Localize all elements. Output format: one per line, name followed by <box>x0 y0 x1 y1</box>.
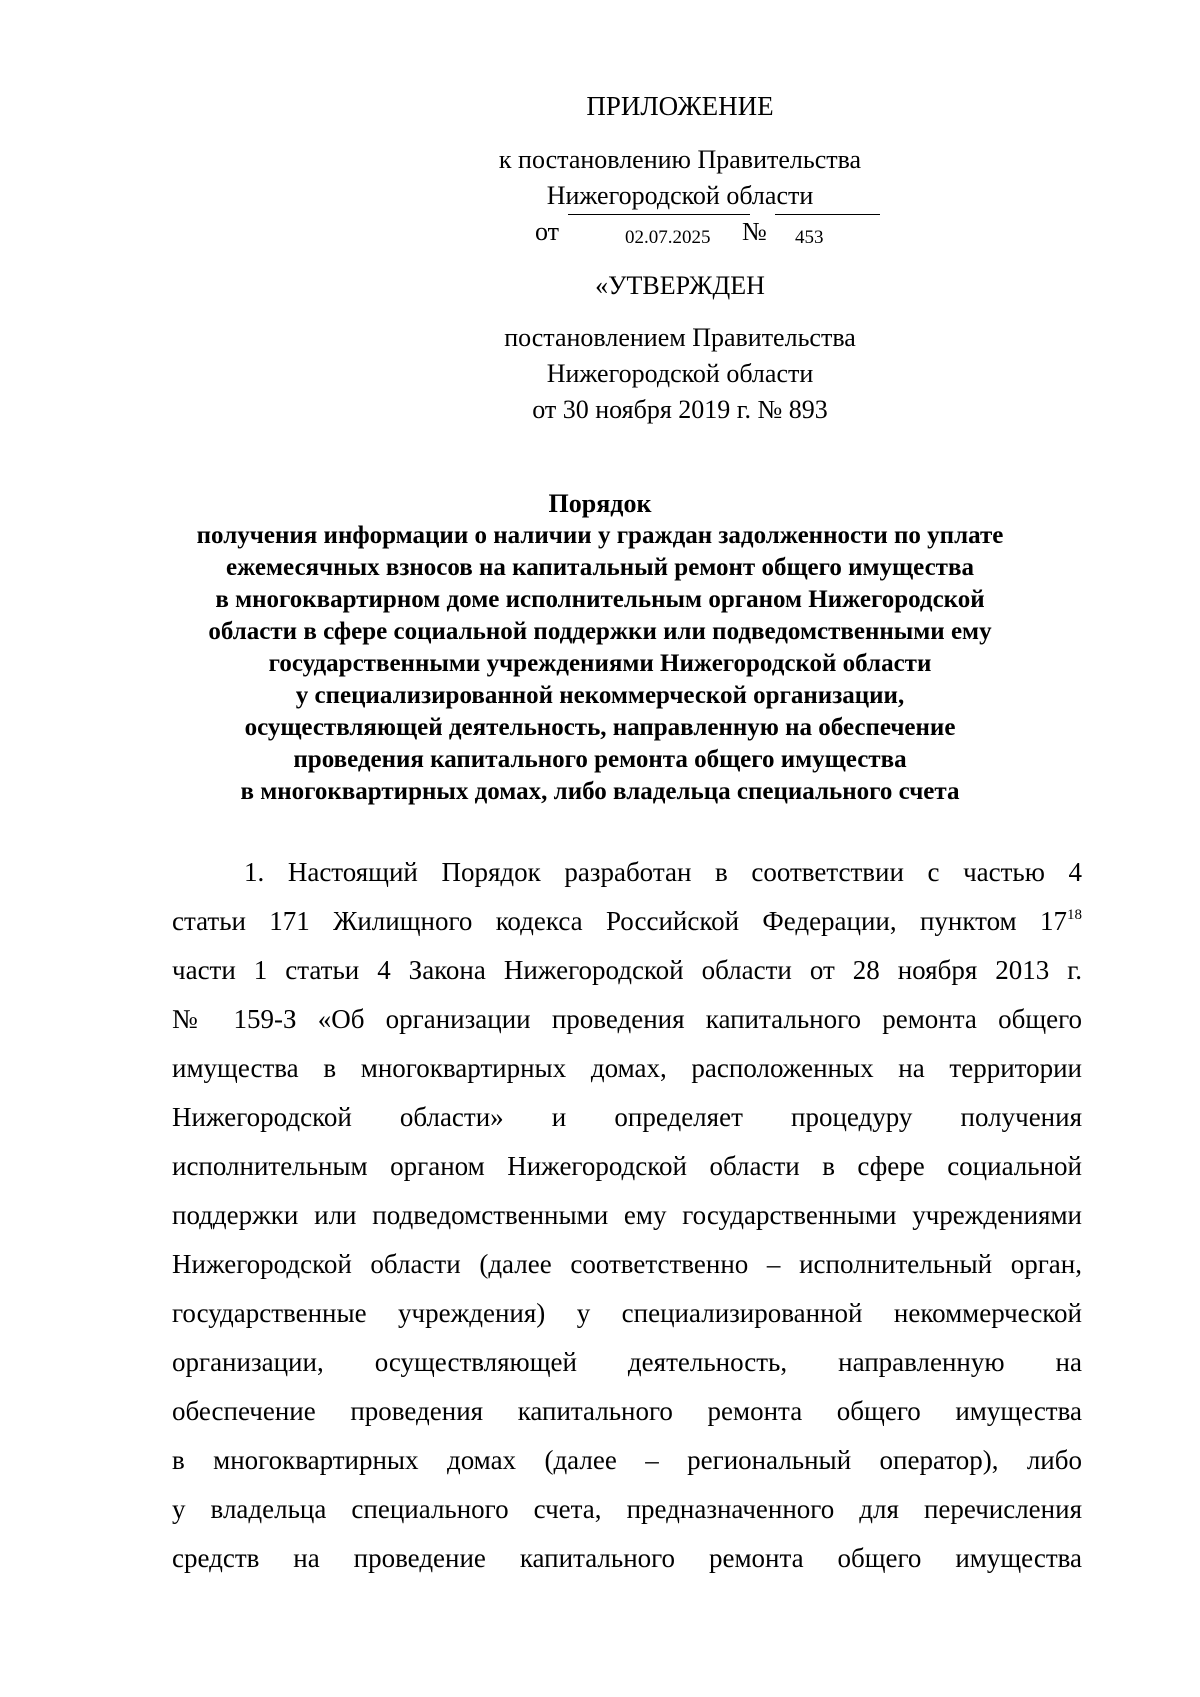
title-word: Порядок <box>548 489 652 518</box>
approved-heading: «УТВЕРЖДЕН <box>595 271 765 300</box>
body-line: государственные учреждения) у специализированной некоммерческой <box>172 1298 1082 1328</box>
appendix-reference <box>400 214 960 254</box>
appendix-heading: ПРИЛОЖЕНИЕ <box>586 91 774 121</box>
date-underline <box>568 214 750 215</box>
date-value: 02.07.2025 <box>625 227 711 248</box>
approved-line-2: Нижегородской области <box>546 359 814 388</box>
number-sign: № <box>742 217 767 246</box>
body-line: поддержки или подведомственными ему государственными учреждениями <box>172 1200 1082 1230</box>
date-prefix: от <box>535 217 560 246</box>
body-line: № 159-З «Об организации проведения капитального ремонта общего <box>172 1004 1082 1034</box>
title-line: получения информации о наличии у граждан задолженности по уплате <box>196 522 1004 549</box>
body-line: Нижегородской области (далее соответственно – исполнительный орган, <box>172 1249 1082 1279</box>
body-line: 1. Настоящий Порядок разработан в соответствии с частью 4 <box>244 857 1082 887</box>
body-line: исполнительным органом Нижегородской области в сфере социальной <box>172 1151 1082 1181</box>
body-line: Нижегородской области» и определяет процедуру получения <box>172 1102 1082 1132</box>
approved-line-3: от 30 ноября 2019 г. № 893 <box>532 395 828 424</box>
body-line-text: статьи 171 Жилищного кодекса Российской Федерации, пунктом 17 <box>172 906 1067 936</box>
number-value: 453 <box>795 227 824 248</box>
body-paragraph <box>172 848 1082 1583</box>
approved-line-1: постановлением Правительства <box>504 323 856 352</box>
title-line: в многоквартирных домах, либо владельца специального счета <box>240 778 960 805</box>
appendix-block <box>400 88 960 254</box>
title-line: проведения капитального ремонта общего имущества <box>293 746 907 773</box>
appendix-line-2: Нижегородской области <box>546 181 814 210</box>
title-line: осуществляющей деятельность, направленную на обеспечение <box>244 714 956 741</box>
body-line: обеспечение проведения капитального ремонта общего имущества <box>172 1396 1082 1426</box>
title-line: в многоквартирном доме исполнительным органом Нижегородской <box>215 586 985 613</box>
title-line: ежемесячных взносов на капитальный ремонт общего имущества <box>226 554 974 581</box>
body-line: организации, осуществляющей деятельность, направленную на <box>172 1347 1082 1377</box>
document-title <box>150 488 1050 808</box>
title-line: государственными учреждениями Нижегородской области <box>268 650 932 677</box>
body-line: в многоквартирных домах (далее – региональный оператор), либо <box>172 1445 1082 1475</box>
title-line: у специализированной некоммерческой организации, <box>295 682 905 709</box>
body-line: у владельца специального счета, предназначенного для перечисления <box>172 1494 1082 1524</box>
body-line: средств на проведение капитального ремонта общего имущества <box>172 1543 1082 1573</box>
body-line-with-footnote <box>172 897 1082 946</box>
superscript-18: 18 <box>1067 907 1082 923</box>
appendix-line-1: к постановлению Правительства <box>498 145 862 174</box>
title-line: области в сфере социальной поддержки или подведомственными ему <box>208 618 992 645</box>
body-line: части 1 статьи 4 Закона Нижегородской области от 28 ноября 2013 г. <box>172 955 1082 985</box>
approved-block <box>400 268 960 428</box>
number-underline <box>775 214 880 215</box>
body-line: имущества в многоквартирных домах, расположенных на территории <box>172 1053 1082 1083</box>
